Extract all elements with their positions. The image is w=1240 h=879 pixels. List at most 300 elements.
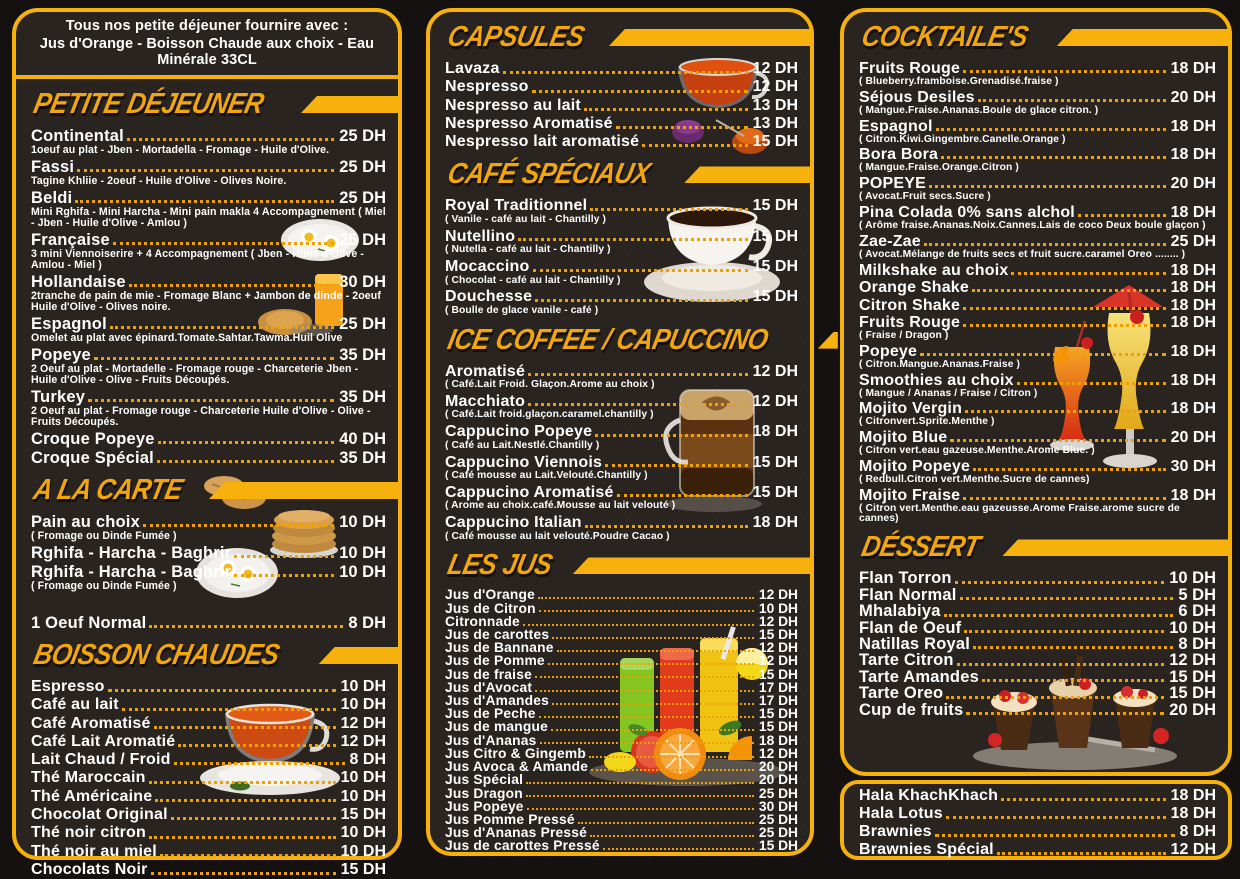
item-description: 2 Oeuf au plat - Mortadelle - Fromage rouge - Charceterie Jben - Huile d'Olive - Olive - Fruits Découpés. — [31, 363, 359, 386]
dotted-leader — [973, 468, 1166, 471]
item-name: Natillas Royal — [859, 635, 971, 654]
menu-item-row — [859, 841, 1216, 859]
menu-item-row — [445, 800, 798, 813]
menu-item — [859, 458, 1216, 485]
item-price: 18 DH — [1170, 486, 1216, 504]
menu-item-row — [31, 563, 386, 581]
dotted-leader — [972, 289, 1166, 292]
dotted-leader — [552, 637, 754, 639]
menu-item — [445, 773, 798, 786]
item-price: 18 DH — [1170, 261, 1216, 279]
item-name: Citron Shake — [859, 296, 961, 314]
item-name: Chocolat Original — [31, 806, 168, 824]
menu-item-row — [31, 715, 386, 733]
item-name: Jus d'Orange — [445, 587, 536, 603]
menu-item — [31, 788, 386, 806]
item-description: ( Avocat.Fruit secs.Sucre ) — [859, 191, 991, 203]
item-name: Jus d'Avocat — [445, 679, 533, 695]
item-name: Beldi — [31, 189, 73, 207]
item-name: Milkshake au choix — [859, 261, 1009, 279]
menu-item-row — [445, 588, 798, 601]
item-price: 15 DH — [758, 838, 798, 854]
dotted-leader — [941, 156, 1165, 159]
dotted-leader — [538, 597, 754, 599]
menu-item-row — [31, 806, 386, 824]
intro-line2: Jus d'Orange - Boisson Chaude aux choix - Eau Minérale 33CL — [39, 36, 375, 68]
menu-item-row — [31, 513, 386, 531]
dotted-leader — [605, 464, 748, 467]
item-name: Nespresso lait aromatisé — [445, 133, 640, 151]
item-price: 18 DH — [1170, 314, 1216, 332]
section-items — [31, 678, 386, 879]
dotted-leader — [957, 663, 1165, 666]
item-name: Jus Popeye — [445, 798, 524, 814]
item-price: 25 DH — [339, 315, 386, 333]
item-name: Nespresso — [445, 78, 529, 96]
item-price: 18 DH — [1170, 787, 1216, 804]
item-description: ( Citron.Kiwi.Gingembre.Canelle.Orange ) — [859, 133, 1066, 145]
section-header-bar — [572, 557, 810, 574]
item-name: Cappucino Italian — [445, 514, 582, 532]
item-description: Omelet au plat avec épinard.Tomate.Sahtar.Tawma.Huil Olive — [31, 332, 343, 344]
item-name: Tarte Citron — [859, 651, 954, 670]
menu-item — [31, 861, 386, 879]
item-price: 18 DH — [1170, 805, 1216, 822]
menu-item — [445, 454, 798, 482]
item-price: 10 DH — [339, 544, 386, 562]
item-name: Zae-Zae — [859, 232, 921, 250]
menu-item-row — [31, 861, 386, 879]
menu-item — [31, 751, 386, 769]
dotted-leader — [963, 70, 1166, 73]
dotted-leader — [528, 373, 748, 376]
item-name: Nutellino — [445, 227, 516, 245]
dotted-leader — [532, 90, 748, 93]
menu-item-row — [445, 423, 798, 441]
item-price: 25 DH — [339, 231, 386, 249]
item-description: ( Café mousse au lait velouté.Poudre Cacao ) — [445, 530, 670, 542]
item-price: 40 DH — [339, 430, 386, 448]
dotted-leader — [535, 690, 754, 692]
dotted-leader — [966, 712, 1164, 715]
menu-item — [445, 839, 798, 852]
menu-item-row — [445, 97, 798, 115]
coffee-juice-sections — [430, 12, 810, 853]
menu-item — [31, 127, 386, 156]
section-title: ICE COFFEE / CAPUCCINO — [444, 323, 771, 356]
menu-item — [859, 372, 1216, 399]
menu-item-row — [859, 89, 1216, 106]
item-price: 12 DH — [340, 714, 386, 732]
item-price: 8 DH — [1179, 823, 1216, 840]
item-price: 10 DH — [340, 842, 386, 860]
dotted-leader — [526, 782, 754, 784]
section-header-bar — [818, 332, 838, 349]
section-header — [445, 324, 810, 357]
dotted-leader — [965, 410, 1166, 413]
item-description: 3 mini Viennoiserire + 4 Accompagnement ( Jben - Huile d'Olive - Amlou - Miel ) — [31, 248, 365, 271]
item-name: Brawnies — [859, 823, 932, 840]
item-price: 25 DH — [1170, 232, 1216, 250]
dotted-leader — [963, 307, 1166, 310]
menu-item-row — [31, 346, 386, 364]
item-name: Turkey — [31, 388, 86, 406]
item-name: Pain au choix — [31, 513, 140, 531]
item-price: 25 DH — [339, 158, 386, 176]
menu-item-row — [31, 614, 386, 632]
dotted-leader — [110, 326, 334, 329]
dotted-leader — [552, 703, 754, 705]
menu-item — [445, 115, 798, 133]
section-title: CAFÉ SPÉCIAUX — [444, 158, 653, 191]
dotted-leader — [127, 138, 334, 141]
item-description: ( Café mousse au Lait.Velouté.Chantilly ) — [445, 470, 648, 482]
menu-item — [31, 544, 386, 562]
item-name: Jus de Peche — [445, 706, 536, 722]
item-price: 10 DH — [340, 769, 386, 787]
item-price: 15 DH — [752, 197, 798, 215]
menu-item-row — [859, 204, 1216, 221]
item-name: Hala KhachKhach — [859, 787, 999, 804]
dotted-leader — [960, 597, 1174, 600]
item-name: Espagnol — [859, 117, 933, 135]
dotted-leader — [178, 744, 335, 747]
item-price: 35 DH — [339, 388, 386, 406]
item-name: Jus d'Amandes — [445, 693, 550, 709]
item-description: ( Mangue.Fraise.Ananas.Boule de glace citron. ) — [859, 104, 1099, 116]
dotted-leader — [591, 769, 754, 771]
item-name: Citronnade — [445, 613, 520, 629]
dotted-leader — [539, 610, 754, 612]
menu-item — [859, 279, 1216, 296]
item-price: 15 DH — [752, 133, 798, 151]
item-name: Cappucino Popeye — [445, 423, 593, 441]
item-price: 15 DH — [340, 860, 386, 878]
menu-item — [445, 668, 798, 681]
item-price: 35 DH — [339, 346, 386, 364]
menu-item-row — [859, 823, 1216, 841]
item-name: Popeye — [31, 346, 91, 364]
item-name: 1 Oeuf Normal — [31, 614, 147, 632]
item-name: Popeye — [859, 342, 918, 360]
item-name: Mocaccino — [445, 258, 530, 276]
menu-item-row — [859, 620, 1216, 636]
menu-item — [31, 158, 386, 187]
section-header — [445, 21, 810, 54]
menu-item — [859, 60, 1216, 87]
item-name: Royal Traditionnel — [445, 197, 588, 215]
menu-item — [445, 514, 798, 542]
item-price: 12 DH — [752, 60, 798, 77]
menu-item — [31, 769, 386, 787]
item-price: 12 DH — [1170, 841, 1216, 858]
menu-item — [445, 60, 798, 78]
item-description: ( Citron vert.Menthe.eau gazeusse.Arome Fraise.arome sucre de cannes) — [859, 502, 1180, 525]
item-price: 20 DH — [758, 759, 798, 775]
item-description: ( Vanile - café au lait - Chantilly ) — [445, 213, 607, 225]
dotted-leader — [1011, 272, 1165, 275]
section-header — [445, 549, 810, 582]
item-price: 12 DH — [340, 732, 386, 750]
item-description: ( Fromage ou Dinde Fumée ) — [31, 580, 177, 592]
dotted-leader — [617, 494, 748, 497]
item-name: Nespresso Aromatisé — [445, 114, 613, 132]
item-description: 2tranche de pain de mie - Fromage Blanc + Jambon de dinde - 2oeuf Huile d'Olive - Olives noire. — [31, 290, 381, 313]
dotted-leader — [158, 441, 335, 444]
menu-item-row — [859, 400, 1216, 417]
item-price: 18 DH — [1170, 60, 1216, 77]
menu-item-row — [859, 636, 1216, 652]
item-name: Café Lait Aromatié — [31, 732, 176, 750]
dotted-leader — [155, 799, 335, 802]
menu-item-row — [859, 297, 1216, 314]
menu-item — [31, 513, 386, 542]
item-name: Thé Maroccain — [31, 769, 146, 787]
menu-item — [445, 78, 798, 96]
menu-item — [445, 133, 798, 151]
item-price: 12 DH — [758, 653, 798, 669]
item-name: Croque Popeye — [31, 430, 155, 448]
menu-item — [31, 388, 386, 428]
menu-item — [445, 197, 798, 225]
dotted-leader — [527, 808, 754, 810]
item-name: Mojito Popeye — [859, 458, 971, 476]
item-description: ( Mangue / Ananas / Fraise / Citron ) — [859, 387, 1038, 399]
item-price: 10 DH — [340, 696, 386, 714]
item-name: Fruits Rouge — [859, 60, 961, 77]
dotted-leader — [590, 835, 754, 837]
item-name: Rghifa - Harcha - Baghrir — [31, 544, 232, 562]
menu-item-row — [859, 146, 1216, 163]
item-name: Séjous Desiles — [859, 88, 975, 106]
item-price: 12 DH — [752, 392, 798, 410]
menu-item-row — [31, 430, 386, 448]
menu-item — [31, 678, 386, 696]
item-name: Nespresso au lait — [445, 96, 581, 114]
item-name: Espagnol — [31, 315, 107, 333]
item-price: 15 DH — [752, 483, 798, 501]
menu-item-row — [445, 78, 798, 96]
cocktails-dessert-panel — [840, 8, 1232, 776]
item-name: Française — [31, 231, 110, 249]
dotted-leader — [978, 99, 1166, 102]
item-price: 17 DH — [758, 693, 798, 709]
item-price: 15 DH — [752, 453, 798, 471]
item-name: Jus de Citron — [445, 600, 536, 616]
menu-section-boisson-chaudes — [31, 639, 386, 879]
menu-item — [859, 400, 1216, 427]
menu-item — [859, 487, 1216, 525]
dotted-leader — [616, 126, 748, 129]
dotted-leader — [539, 716, 754, 718]
menu-item-row — [445, 454, 798, 472]
section-items — [445, 363, 798, 543]
dotted-leader — [590, 208, 747, 211]
item-price: 6 DH — [1178, 602, 1216, 621]
item-description: ( Fraise / Dragon ) — [859, 330, 949, 342]
menu-item — [445, 588, 798, 601]
menu-item-row — [31, 127, 386, 145]
item-description: ( Arome au choix.café.Mousse au lait velouté ) — [445, 500, 676, 512]
item-name: Mhalabiya — [859, 602, 941, 621]
item-name: Chocolats Noir — [31, 860, 148, 878]
item-name: Lait Chaud / Froid — [31, 751, 171, 769]
item-price: 25 DH — [758, 811, 798, 827]
menu-item — [445, 258, 798, 286]
item-price: 20 DH — [1170, 175, 1216, 193]
section-title: COCKTAILE'S — [858, 21, 1031, 53]
menu-item — [859, 669, 1216, 685]
menu-item-row — [31, 544, 386, 562]
menu-item — [445, 800, 798, 813]
menu-section-les-jus — [445, 549, 798, 852]
dotted-leader — [595, 434, 747, 437]
dotted-leader — [997, 852, 1166, 855]
breakfast-sections — [16, 79, 398, 879]
item-price: 12 DH — [758, 745, 798, 761]
item-name: Thé noir citron — [31, 824, 146, 842]
item-price: 18 DH — [1170, 342, 1216, 360]
menu-item-row — [445, 258, 798, 276]
item-name: Mojito Vergin — [859, 400, 963, 418]
menu-item — [859, 314, 1216, 341]
item-name: Jus de Bannane — [445, 640, 554, 656]
menu-item-row — [859, 343, 1216, 360]
section-header — [31, 474, 398, 507]
item-price: 20 DH — [1169, 700, 1216, 719]
menu-item-row — [31, 769, 386, 787]
item-price: 18 DH — [758, 732, 798, 748]
item-price: 20 DH — [1170, 429, 1216, 447]
dotted-leader — [955, 581, 1165, 584]
item-name: Macchiato — [445, 392, 526, 410]
item-name: Pina Colada 0% sans alchol — [859, 203, 1075, 221]
menu-item — [859, 702, 1216, 718]
item-description: Mini Rghifa - Mini Harcha - Mini pain makla 4 Accompagnement ( Miel - Jben - Huile d'Olive - Amlou ) — [31, 206, 386, 229]
menu-item — [859, 685, 1216, 701]
section-items — [31, 127, 386, 467]
item-name: Flan Normal — [859, 585, 957, 604]
section-items — [445, 60, 798, 151]
dotted-leader — [946, 696, 1164, 699]
dotted-leader — [557, 650, 754, 652]
item-name: Cup de fruits — [859, 700, 964, 719]
item-price: 12 DH — [758, 640, 798, 656]
menu-item — [445, 393, 798, 421]
item-name: Cappucino Aromatisé — [445, 483, 614, 501]
item-price: 18 DH — [752, 514, 798, 532]
dotted-leader — [1017, 382, 1166, 385]
item-description: 2 Oeuf au plat - Fromage rouge - Charceterie Huile d'Olive - Olive - Fruits Découpés. — [31, 405, 371, 428]
item-name: Jus de mangue — [445, 719, 549, 735]
menu-item-row — [445, 115, 798, 133]
item-price: 15 DH — [752, 288, 798, 306]
menu-section-capsules — [445, 21, 798, 151]
menu-item-row — [859, 175, 1216, 192]
menu-item-row — [859, 372, 1216, 389]
menu-item — [859, 262, 1216, 279]
dotted-leader — [1001, 798, 1166, 801]
menu-item-row — [859, 787, 1216, 805]
item-price: 12 DH — [752, 78, 798, 96]
menu-item-row — [445, 393, 798, 411]
dotted-leader — [535, 299, 747, 302]
menu-item — [859, 652, 1216, 668]
item-price: 10 DH — [340, 678, 386, 695]
menu-item — [31, 273, 386, 313]
dotted-leader — [584, 108, 748, 111]
item-price: 15 DH — [758, 719, 798, 735]
dotted-leader — [973, 646, 1173, 649]
item-description: ( Chocolat - café au lait - Chantilly ) — [445, 274, 621, 286]
menu-item — [859, 570, 1216, 586]
menu-item — [859, 297, 1216, 314]
menu-item — [445, 423, 798, 451]
item-price: 10 DH — [758, 600, 798, 616]
item-name: Thé Américaine — [31, 787, 153, 805]
section-title: CAPSULES — [444, 21, 588, 53]
item-name: Café Aromatisé — [31, 714, 151, 732]
item-name: Flan de Oeuf — [859, 618, 962, 637]
section-title: LES JUS — [444, 549, 555, 582]
menu-item-row — [31, 733, 386, 751]
dotted-leader — [171, 817, 336, 820]
dotted-leader — [603, 848, 754, 850]
item-price: 35 DH — [339, 449, 386, 467]
item-price: 30 DH — [1170, 458, 1216, 476]
dotted-leader — [113, 242, 334, 245]
menu-item-row — [31, 273, 386, 291]
item-description: ( Fromage ou Dinde Fumée ) — [31, 530, 177, 542]
item-price: 12 DH — [758, 587, 798, 603]
item-description: ( Café au Lait.Nestlé.Chantilly ) — [445, 439, 600, 451]
dotted-leader — [174, 762, 345, 765]
item-description: ( Citron.Mangue.Ananas.Fraise ) — [859, 358, 1021, 370]
section-header — [31, 88, 398, 121]
item-name: Croque Spécial — [31, 449, 154, 467]
dotted-leader — [234, 574, 334, 577]
extras-panel — [840, 780, 1232, 860]
menu-item — [859, 429, 1216, 456]
menu-item — [31, 315, 386, 344]
dotted-leader — [1078, 214, 1166, 217]
menu-item-row — [859, 279, 1216, 296]
menu-item-row — [859, 587, 1216, 603]
item-name: Espresso — [31, 678, 105, 695]
item-price: 18 DH — [1170, 371, 1216, 389]
item-description: ( Citronvert.Sprite.Menthe ) — [859, 416, 995, 428]
section-header — [445, 158, 810, 191]
item-price: 13 DH — [752, 96, 798, 114]
menu-item-row — [445, 484, 798, 502]
menu-item — [31, 614, 386, 632]
menu-item — [31, 733, 386, 751]
menu-item — [445, 228, 798, 256]
dotted-leader — [160, 854, 336, 857]
menu-item — [445, 484, 798, 512]
dotted-leader — [518, 238, 747, 241]
item-price: 15 DH — [340, 806, 386, 824]
menu-item-row — [859, 652, 1216, 668]
item-name: Continental — [31, 127, 124, 145]
menu-item-row — [445, 363, 798, 381]
item-price: 20 DH — [758, 772, 798, 788]
item-name: Jus Dragon — [445, 785, 523, 801]
menu-item-row — [31, 788, 386, 806]
dotted-leader — [151, 872, 336, 875]
item-description: ( Citron vert.eau gazeuse.Menthe.Arome Blue. ) — [859, 445, 1095, 457]
item-name: Café au lait — [31, 696, 119, 714]
